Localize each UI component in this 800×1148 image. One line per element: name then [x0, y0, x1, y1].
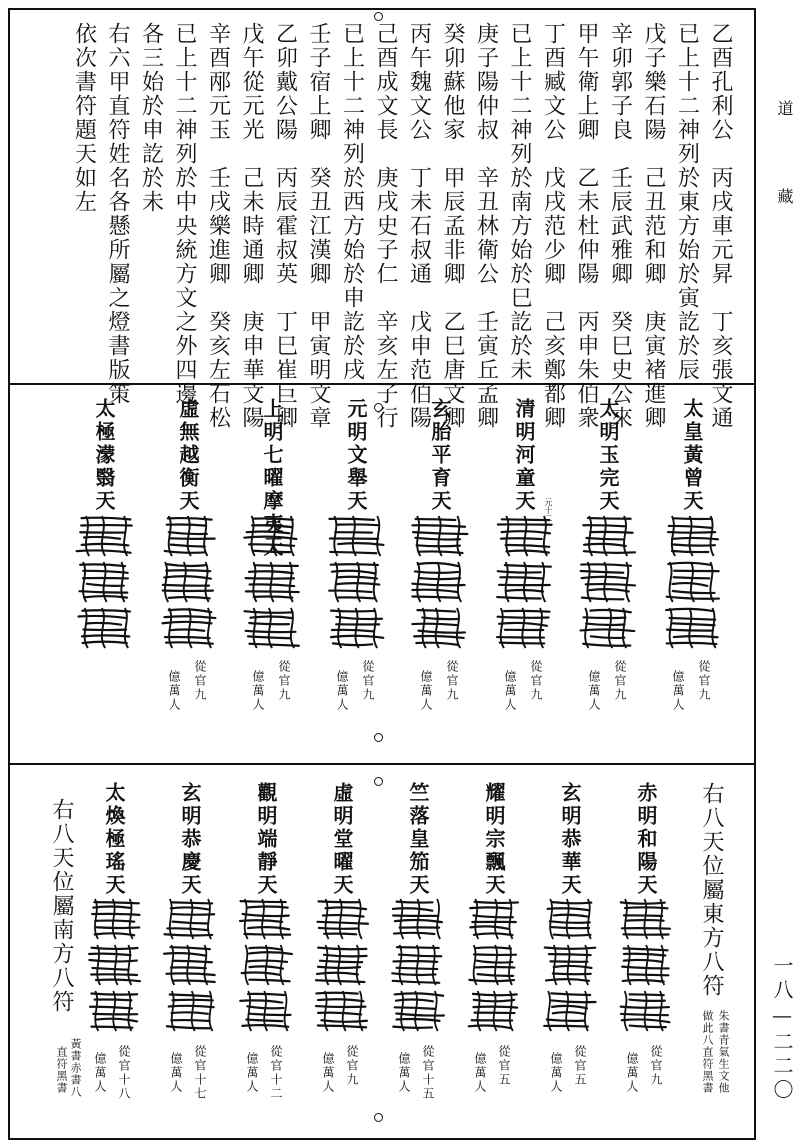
heading-note: 做此八直符黑書	[701, 1010, 714, 1094]
text-column: 癸卯蘇他家 甲辰孟非卿 乙巳唐文卿	[440, 22, 465, 430]
talisman-seal	[388, 895, 448, 1035]
attendant-count: 從官九	[277, 660, 291, 702]
talisman-glyph-drawing	[576, 512, 640, 652]
text-column: 已上十二神列於南方始於巳訖於未	[507, 22, 532, 382]
talisman-seal	[408, 512, 472, 652]
talisman-glyph-drawing	[84, 895, 144, 1035]
attendant-multitude: 億萬人	[671, 670, 685, 712]
attendant-count: 從官五	[497, 1045, 511, 1087]
talisman-seal	[540, 895, 600, 1035]
footer-note: 黃書赤書八	[69, 1038, 82, 1098]
talisman-seal	[84, 895, 144, 1035]
text-column: 右六甲直符姓名各懸所屬之燈書版策	[105, 22, 130, 406]
attendant-multitude: 億萬人	[245, 1052, 259, 1094]
heaven-name: 太皇黃曾天	[680, 398, 704, 513]
heaven-name: 赤明和陽天	[634, 782, 658, 897]
heaven-name: 清明河童天	[512, 398, 536, 513]
attendant-count: 從官九	[529, 660, 543, 702]
talisman-seal	[156, 512, 220, 652]
talisman-seal	[464, 895, 524, 1035]
attendant-count: 從官十八	[117, 1045, 131, 1101]
talisman-seal	[576, 512, 640, 652]
talisman-glyph-drawing	[240, 512, 304, 652]
section-heading: 右八天位屬東方八符	[699, 782, 724, 998]
attendant-multitude: 億萬人	[93, 1052, 107, 1094]
attendant-count: 從官十二	[269, 1045, 283, 1101]
heaven-name: 玄明恭慶天	[178, 782, 202, 897]
section-divider-lower	[8, 763, 756, 765]
heading-note: 朱書青氣生文他	[717, 1010, 730, 1094]
text-column: 甲午衛上卿 乙未杜仲陽 丙申朱伯衆	[574, 22, 599, 430]
talisman-glyph-drawing	[156, 512, 220, 652]
heaven-name: 太極濛翳天	[92, 398, 116, 513]
text-column: 乙酉孔利公 丙戌車元昇 丁亥張文通	[708, 22, 733, 430]
talisman-seal	[492, 512, 556, 652]
text-column: 依次書符題天如左	[71, 22, 97, 214]
text-column: 戊子樂石陽 己丑范和卿 庚寅褚進卿	[641, 22, 666, 430]
attendant-count: 從官九	[697, 660, 711, 702]
binding-circle	[374, 12, 383, 21]
talisman-annotation: 元十二	[544, 498, 553, 522]
talisman-glyph-drawing	[660, 512, 724, 652]
attendant-count: 從官九	[445, 660, 459, 702]
talisman-glyph-drawing	[616, 895, 676, 1035]
heaven-name: 太煥極瑤天	[102, 782, 126, 897]
talisman-seal	[160, 895, 220, 1035]
text-column: 辛卯郭子良 壬辰武雅卿 癸巳史公來	[607, 22, 633, 430]
attendant-count: 從官九	[649, 1045, 663, 1087]
attendant-multitude: 億萬人	[473, 1052, 487, 1094]
talisman-glyph-drawing	[408, 512, 472, 652]
text-column: 戊午從元光 己未時通卿 庚申華文陽	[239, 22, 264, 430]
text-column: 辛酉邴元玉 壬戌樂進卿 癸亥左石松	[205, 22, 231, 430]
attendant-multitude: 億萬人	[587, 670, 601, 712]
attendant-multitude: 億萬人	[397, 1052, 411, 1094]
attendant-count: 從官九	[613, 660, 627, 702]
talisman-glyph-drawing	[160, 895, 220, 1035]
binding-circle	[374, 733, 383, 742]
text-column: 丁酉臧文公 戊戌范少卿 己亥鄭都卿	[540, 22, 566, 430]
talisman-seal	[616, 895, 676, 1035]
attendant-multitude: 億萬人	[321, 1052, 335, 1094]
attendant-multitude: 億萬人	[251, 670, 265, 712]
attendant-count: 從官九	[361, 660, 375, 702]
folio-number: 一八—二二〇	[770, 955, 794, 1103]
text-column: 己酉成文長 庚戌史子仁 辛亥左子行	[373, 22, 398, 430]
attendant-multitude: 億萬人	[167, 670, 181, 712]
heaven-name: 上明七曜摩夷天	[260, 398, 284, 559]
talisman-glyph-drawing	[312, 895, 372, 1035]
talisman-glyph-drawing	[324, 512, 388, 652]
attendant-multitude: 億萬人	[169, 1052, 183, 1094]
attendant-multitude: 億萬人	[625, 1052, 639, 1094]
attendant-count: 從官十七	[193, 1045, 207, 1101]
talisman-glyph-drawing	[72, 512, 136, 652]
text-column: 各三始於申訖於未	[138, 22, 164, 214]
binding-circle	[374, 1113, 383, 1122]
text-column: 已上十二神列於西方始於申訖於戌	[339, 22, 365, 382]
talisman-glyph-drawing	[464, 895, 524, 1035]
attendant-multitude: 億萬人	[549, 1052, 563, 1094]
talisman-seal	[236, 895, 296, 1035]
margin-label-top: 道	[775, 100, 794, 116]
attendant-multitude: 億萬人	[419, 670, 433, 712]
text-column: 乙卯戴公陽 丙辰霍叔英 丁巳崔巨卿	[272, 22, 298, 430]
heaven-name: 虛明堂曜天	[330, 782, 354, 897]
heaven-name: 元明文舉天	[344, 398, 368, 513]
attendant-multitude: 億萬人	[503, 670, 517, 712]
text-column: 已上十二神列於中央統方文之外四邊	[172, 22, 197, 406]
attendant-count: 從官九	[345, 1045, 359, 1087]
attendant-count: 從官九	[193, 660, 207, 702]
footer-note: 直符黑書	[55, 1046, 68, 1094]
attendant-count: 從官十五	[421, 1045, 435, 1101]
text-column: 已上十二神列於東方始於寅訖於辰	[674, 22, 700, 382]
section-footer-heading: 右八天位屬南方八符	[49, 798, 74, 1014]
talisman-glyph-drawing	[388, 895, 448, 1035]
talisman-glyph-drawing	[236, 895, 296, 1035]
talisman-glyph-drawing	[540, 895, 600, 1035]
heaven-name: 太明玉完天	[596, 398, 620, 513]
talisman-seal	[312, 895, 372, 1035]
text-column: 庚子陽仲叔 辛丑林衛公 壬寅丘孟卿	[473, 22, 499, 430]
attendant-count: 從官五	[573, 1045, 587, 1087]
heaven-name: 觀明端靜天	[254, 782, 278, 897]
talisman-seal	[660, 512, 724, 652]
attendant-multitude: 億萬人	[335, 670, 349, 712]
talisman-seal	[324, 512, 388, 652]
text-column: 丙午魏文公 丁未石叔通 戊申范伯陽	[406, 22, 432, 430]
binding-circle	[374, 777, 383, 786]
talisman-glyph-drawing	[492, 512, 556, 652]
heaven-name: 竺落皇笳天	[406, 782, 430, 897]
heaven-name: 耀明宗飄天	[482, 782, 506, 897]
text-column: 壬子宿上卿 癸丑江漢卿 甲寅明文章	[306, 22, 331, 430]
heaven-name: 玄明恭華天	[558, 782, 582, 897]
heaven-name: 虛無越衡天	[176, 398, 200, 513]
heaven-name: 玄胎平育天	[428, 398, 452, 513]
talisman-seal	[240, 512, 304, 652]
margin-label-bottom: 藏	[775, 188, 794, 204]
talisman-seal	[72, 512, 136, 652]
